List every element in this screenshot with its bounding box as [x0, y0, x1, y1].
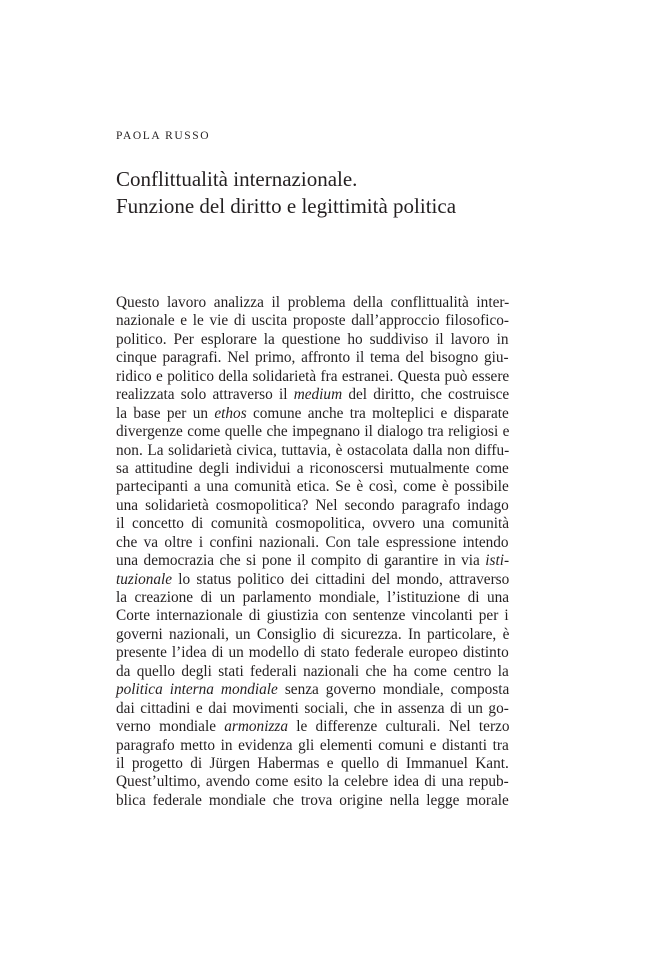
text-segment: paragrafo metto in evidenza gli elementi comuni e distanti tra	[116, 736, 509, 754]
text-segment: divergenze come quelle che impegnano il dialogo tra religiosi e	[116, 423, 510, 441]
abstract-line	[116, 460, 509, 478]
text-segment: comune anche tra molteplici e disparate	[246, 404, 509, 422]
text-segment: senza governo mondiale, composta	[277, 681, 510, 699]
text-segment: Questo lavoro analizza il problema della conflittualità inter-	[116, 294, 510, 311]
abstract-line	[116, 607, 509, 625]
text-segment: dai cittadini e dai movimenti sociali, che in assenza di un go-	[116, 699, 509, 717]
text-segment: il concetto di comunità cosmopolitica, ovvero una comunità	[116, 515, 510, 533]
abstract-line	[116, 681, 509, 699]
italic-term: tuzionale	[116, 570, 173, 588]
title-line: Conflittualità internazionale.	[116, 167, 358, 191]
text-segment: il progetto di Jürgen Habermas e quello di Immanuel Kant.	[116, 754, 509, 772]
abstract-line	[116, 515, 509, 533]
text-segment: governi nazionali, un Consiglio di sicurezza. In particolare, è	[116, 625, 510, 643]
text-segment: partecipanti a una comunità etica. Se è così, come è possibile	[116, 478, 509, 496]
abstract-line	[116, 331, 509, 349]
text-segment: non. La solidarietà civica, tuttavia, è ostacolata dalla non diffu-	[116, 441, 510, 459]
italic-term: politica interna mondiale	[116, 681, 278, 699]
abstract-line	[116, 349, 509, 367]
abstract-line	[116, 718, 509, 736]
abstract-line	[116, 755, 509, 773]
text-segment: blica federale mondiale che trova origine nella legge morale	[116, 791, 509, 809]
abstract-line	[116, 663, 509, 681]
text-segment: del diritto, che costruisce	[342, 386, 510, 404]
italic-term: armonizza	[224, 718, 289, 736]
title-line: Funzione del diritto e legittimità politica	[116, 194, 457, 218]
text-segment: da quello degli stati federali nazionali che ha come centro la	[116, 662, 509, 680]
abstract-line	[116, 312, 509, 330]
abstract-line	[116, 368, 509, 386]
abstract-body	[116, 294, 509, 810]
abstract-line	[116, 552, 509, 570]
abstract-line	[116, 571, 509, 589]
abstract-line	[116, 626, 509, 644]
text-segment: presente l’idea di un modello di stato federale europeo distinto	[116, 644, 509, 662]
text-segment: verno mondiale	[116, 718, 225, 736]
abstract-line	[116, 386, 509, 404]
abstract-line	[116, 644, 509, 662]
abstract-line	[116, 534, 509, 552]
text-segment: cinque paragrafi. Nel primo, affronto il tema del bisogno giu-	[116, 349, 509, 367]
italic-term: isti-	[485, 552, 510, 570]
abstract-line	[116, 423, 509, 441]
text-segment: una solidarietà cosmopolitica? Nel secondo paragrafo indago	[116, 496, 509, 514]
text-segment: una democrazia che si pone il compito di garantire in via	[116, 552, 486, 570]
italic-term: ethos	[214, 404, 247, 422]
text-segment: la creazione di un parlamento mondiale, l’istituzione di una	[116, 589, 510, 606]
abstract-line	[116, 294, 509, 312]
text-segment: lo status politico dei cittadini del mondo, attraverso	[172, 570, 510, 588]
text-segment: nazionale e le vie di uscita proposte dall’approccio filosofico-	[116, 312, 510, 330]
text-segment: che va oltre i confini nazionali. Con tale espressione intendo	[116, 533, 509, 551]
author-name: PAOLA RUSSO	[116, 130, 211, 142]
abstract-line	[116, 478, 509, 496]
abstract-line	[116, 589, 509, 607]
abstract-line	[116, 700, 509, 718]
text-segment: sa attitudine degli individui a riconoscersi mutualmente come	[116, 459, 509, 477]
text-segment: Quest’ultimo, avendo come esito la celebre idea di una repub-	[116, 773, 509, 791]
text-segment: le differenze culturali. Nel terzo	[288, 718, 510, 736]
abstract-line	[116, 773, 509, 791]
abstract-line	[116, 792, 509, 810]
text-segment: la base per un	[116, 404, 215, 422]
text-segment: realizzata solo attraverso il	[116, 386, 294, 404]
text-segment: ridico e politico della solidarietà fra estranei. Questa può essere	[116, 367, 510, 385]
article-title	[116, 166, 536, 220]
text-segment: politico. Per esplorare la questione ho suddiviso il lavoro in	[116, 330, 509, 348]
text-segment: Corte internazionale di giustizia con sentenze vincolanti per i	[116, 607, 509, 625]
abstract-line	[116, 737, 509, 755]
abstract-line	[116, 442, 509, 460]
abstract-line	[116, 497, 509, 515]
italic-term: medium	[293, 386, 343, 404]
abstract-line	[116, 405, 509, 423]
